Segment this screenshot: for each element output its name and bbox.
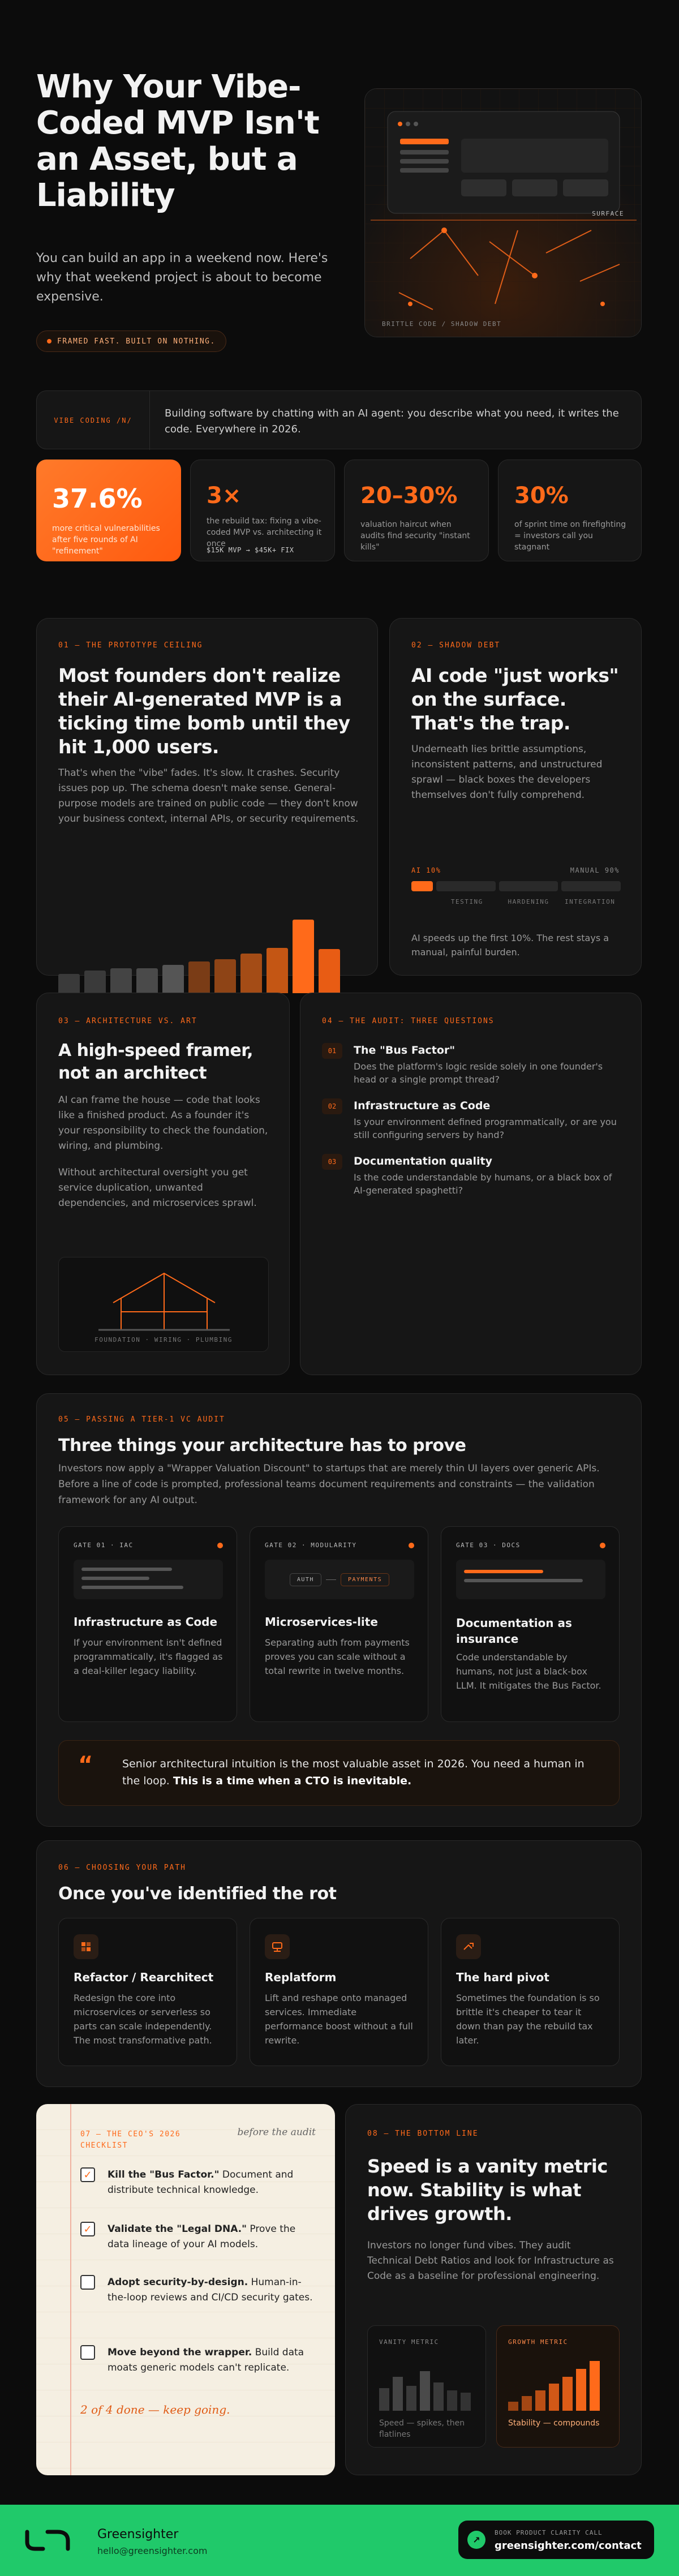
definition-text: Building software by chatting with an AI agent: you describe what you need, it writes the code. Everywhere in 2026. bbox=[165, 407, 619, 435]
section-audit-questions: 04 — THE AUDIT: THREE QUESTIONS 01 The "Bus Factor" Does the platform's logic reside solely in one founder's head or a single prompt thread? 02 Infrastructure as Code Is your environment defined programmatically, or are you still configuring servers by hand? 03 Documentation quality Is the code understandable by humans, or a black box of AI-generated spaghetti? bbox=[300, 993, 642, 1375]
section-shadow-debt: 02 — SHADOW DEBT AI code "just works" on the surface. That's the trap. Underneath lies brittle assumptions, inconsistent patterns, and unstructured sprawl — black boxes the developers themselves don't fully comprehend. AI 10% MANUAL 90% TESTING HARDENING INTEGRATION AI speeds up the first 10%. The rest stays a manual, painful burden. bbox=[389, 618, 642, 976]
status-dot-icon bbox=[217, 1543, 223, 1548]
chart-bar bbox=[214, 959, 236, 993]
platform-icon bbox=[265, 1934, 290, 1959]
s01-title: Most founders don't realize their AI-generated MVP is a ticking time bomb until they hit 1,000 users. bbox=[58, 664, 350, 758]
stat-card-4: 30% of sprint time on firefighting = investors call you stagnant bbox=[498, 460, 642, 561]
path-card-refactor: Refactor / Rearchitect Redesign the core into microservices or serverless so parts can scale independently. The most transformative path. bbox=[58, 1918, 237, 2066]
chart-bar bbox=[110, 968, 132, 993]
layers-icon bbox=[74, 1934, 98, 1959]
checkbox-empty-icon[interactable] bbox=[80, 2345, 95, 2360]
gate-card-iac: GATE 01 · IAC Infrastructure as Code If your environment isn't defined programmatically, it's flagged as a deal-killer legacy liability. bbox=[58, 1526, 237, 1722]
badge-dot-icon bbox=[47, 339, 51, 344]
doc-snippet bbox=[456, 1560, 605, 1599]
s01-body: That's when the "vibe" fades. It's slow. It crashes. Security issues pop up. The schema doesn't make sense. General-purpose models are trained on public code — they don't know your business context, internal APIs, or security requirements. bbox=[58, 767, 359, 825]
definition-tag: VIBE CODING /N/ bbox=[37, 391, 150, 450]
gate-card-modularity: GATE 02 · MODULARITY AUTH PAYMENTS Microservices-lite Separating auth from payments proves you can scale without a total rewrite in twelve months. bbox=[250, 1526, 428, 1722]
s02-title: AI code "just works" on the surface. That's the trap. bbox=[411, 664, 619, 734]
section-choose-path: 06 — CHOOSING YOUR PATH Once you've identified the rot Refactor / Rearchitect Redesign the core into microservices or serverless so parts can scale independently. The most transformative path. Replatform Lift and reshape onto managed services. Immediate performance boost without a full rewrite. The hard pivot Sometimes the foundation is so brittle it's cheaper to tear it down than pay the rebuild tax later. bbox=[36, 1840, 642, 2087]
status-dot-icon bbox=[600, 1543, 605, 1548]
path-card-replatform: Replatform Lift and reshape onto managed services. Immediate performance boost without a full rewrite. bbox=[250, 1918, 428, 2066]
effort-progress bbox=[411, 881, 621, 891]
arrow-up-right-icon: ↗ bbox=[467, 2531, 485, 2549]
vanity-metric-card: VANITY METRIC Speed — spikes, then flatlines bbox=[367, 2325, 486, 2448]
ceo-checklist: 07 — THE CEO'S 2026 CHECKLIST before the audit ✓ Kill the "Bus Factor." Document and distribute technical knowledge. ✓ Validate the "Legal DNA." Prove the data lineage of your AI models. Adopt security-by-design. Human-in-the-loop reviews and CI/CD security gates. Move beyond the wrapper. Build data moats generic models can't replicate. 2 of 4 done — keep going. bbox=[36, 2104, 335, 2475]
stat-card-2: 3× the rebuild tax: fixing a vibe-coded MVP vs. architecting it once $15K MVP → $45K+ FIX bbox=[190, 460, 335, 561]
section-architecture: 03 — ARCHITECTURE VS. ART A high-speed framer, not an architect AI can frame the house — code that looks like a finished product. As a founder it's your responsibility to check the foundation, wiring, and plumbing. Without architectural oversight you get service duplication, unwanted dependencies, and microservices sprawl. FOUNDATION · WIRING · PLUMBING bbox=[36, 993, 290, 1375]
chart-bar bbox=[58, 974, 80, 993]
section-vc-audit: 05 — PASSING A TIER-1 VC AUDIT Three things your architecture has to prove Investors now apply a "Wrapper Valuation Discount" to startups that are merely thin UI layers over generic APIs. Before a line of code is prompted, professional teams document requirements and constraints — the validation framework for any AI output. GATE 01 · IAC Infrastructure as Code If your environment isn't defined programmatically, it's flagged as a deal-killer legacy liability. GATE 02 · MODULARITY AUTH PAYMENTS Microservices-lite Separating auth from payments proves you can scale without a total rewrite in twelve months. GATE 03 · DOCS Documentation as insurance Code understandable by humans, not just a black-box LLM. It mitigates the Bus Factor. “ Senior architectural intuition is the most valuable asset in 2026. You need a human in the loop. This is a time when a CTO is inevitable. bbox=[36, 1393, 642, 1827]
section-prototype-ceiling: 01 — THE PROTOTYPE CEILING Most founders don't realize their AI-generated MVP is a ticking time bomb until they hit 1,000 users. That's when the "vibe" fades. It's slow. It crashes. Security issues pop up. The schema doesn't make sense. General-purpose models are trained on public code — they don't know your business context, internal APIs, or security requirements. bbox=[36, 618, 378, 976]
chart-bar bbox=[84, 971, 106, 993]
pivot-arrow-icon bbox=[456, 1934, 481, 1959]
checkbox-empty-icon[interactable] bbox=[80, 2275, 95, 2290]
code-snippet bbox=[74, 1560, 223, 1599]
hero-badge: FRAMED FAST. BUILT ON NOTHING. bbox=[36, 330, 226, 352]
chart-bar bbox=[319, 949, 340, 993]
stat-card-3: 20–30% valuation haircut when audits find security "instant kills" bbox=[344, 460, 489, 561]
section-bottom-line: 08 — THE BOTTOM LINE Speed is a vanity metric now. Stability is what drives growth. Investors no longer fund vibes. They audit Technical Debt Ratios and look for Infrastructure as Code as a baseline for professional engineering. VANITY METRIC Speed — spikes, then flatlines GROWTH METRIC Stability — compounds bbox=[345, 2104, 642, 2475]
path-card-pivot: The hard pivot Sometimes the foundation is so brittle it's cheaper to tear it down than pay the rebuild tax later. bbox=[441, 1918, 620, 2066]
hero bbox=[0, 0, 679, 385]
house-illustration: FOUNDATION · WIRING · PLUMBING bbox=[58, 1257, 269, 1352]
vanity-bars bbox=[379, 2360, 475, 2411]
chart-bar bbox=[136, 968, 158, 993]
chart-bar bbox=[267, 948, 288, 993]
book-call-button[interactable]: ↗ BOOK PRODUCT CLARITY CALL greensighter.com/contact bbox=[458, 2521, 654, 2559]
gate-card-docs: GATE 03 · DOCS Documentation as insurance Code understandable by humans, not just a black-box LLM. It mitigates the Bus Factor. bbox=[441, 1526, 620, 1722]
hero-title: Why Your Vibe-Coded MVP Isn't an Asset, but a Liability bbox=[36, 68, 319, 214]
chart-bar bbox=[162, 965, 184, 993]
hero-subtitle: You can build an app in a weekend now. Here's why that weekend project is about to become expensive. bbox=[36, 251, 328, 304]
growth-metric-card: GROWTH METRIC Stability — compounds bbox=[496, 2325, 620, 2448]
checkbox-checked-icon[interactable]: ✓ bbox=[80, 2222, 95, 2236]
footer: Greensighter hello@greensighter.com ↗ BOOK PRODUCT CLARITY CALL greensighter.com/contact bbox=[0, 2505, 679, 2576]
hero-art: SURFACE BRITTLE CODE / SHADOW DEBT bbox=[364, 88, 642, 337]
chart-bar bbox=[240, 954, 262, 993]
definition-strip bbox=[36, 390, 642, 449]
s02-body: Underneath lies brittle assumptions, inconsistent patterns, and unstructured sprawl — black boxes the developers themselves don't fully comprehend. bbox=[411, 744, 603, 801]
stat-card-1: 37.6% more critical vulnerabilities after five rounds of AI "refinement" bbox=[36, 460, 181, 561]
checkbox-checked-icon[interactable]: ✓ bbox=[80, 2167, 95, 2182]
brand-logo-icon bbox=[25, 2528, 76, 2554]
module-diagram: AUTH PAYMENTS bbox=[265, 1560, 414, 1599]
growth-bars bbox=[508, 2360, 610, 2411]
status-dot-icon bbox=[409, 1543, 414, 1548]
growth-bar-chart bbox=[58, 908, 358, 993]
chart-bar bbox=[293, 920, 314, 993]
cto-quote: “ Senior architectural intuition is the most valuable asset in 2026. You need a human in the loop. This is a time when a CTO is inevitable. bbox=[58, 1740, 620, 1806]
chart-bar bbox=[188, 961, 210, 993]
footer-email-link[interactable]: hello@greensighter.com bbox=[97, 2545, 208, 2556]
